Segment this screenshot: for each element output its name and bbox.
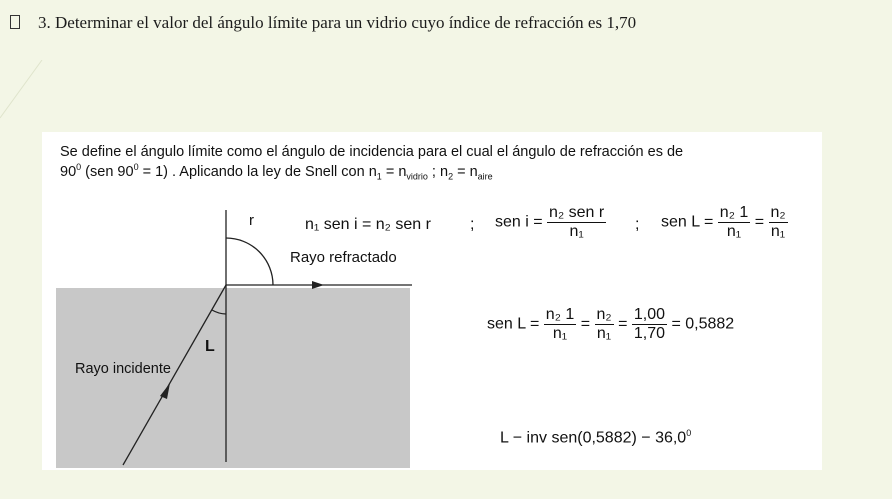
snell-law-equation: n₁ sen i = n₂ sen r <box>305 216 431 233</box>
refracted-ray-arrowhead <box>312 281 324 289</box>
definition-line-1: Se define el ángulo límite como el ángulo de incidencia para el cual el ángulo de refracción es de <box>60 144 684 160</box>
final-result-equation: L − inv $sen(0,5882) - 36,0^0$ <box>500 428 692 447</box>
label-angle-r: r <box>249 212 254 229</box>
separator-2: ; <box>635 216 640 233</box>
label-incident-ray: Rayo incidente <box>75 361 171 377</box>
definition-line-2: $90^0$ (sen $90^0 = 1$) . Aplicando la ley de Snell con $n_1 = n_{vidrio}$ ; $n_2 = n_{aire}$ <box>60 162 493 182</box>
separator-1: ; <box>470 216 475 233</box>
bullet-icon <box>10 15 20 29</box>
sen-L-equation: sen L = $\frac{\text{n₂ 1}}{\text{n₁}}$ = $\frac{\text{n₂}}{\text{n₁}}$ <box>661 204 786 240</box>
incident-ray-arrowhead <box>160 383 170 399</box>
label-angle-L: L <box>205 338 215 355</box>
label-refracted-ray: Rayo refractado <box>290 249 397 266</box>
angle-r-arc <box>226 238 273 285</box>
header-text: 3. Determinar el valor del ángulo límite para un vidrio cuyo índice de refracción es 1,70 <box>38 13 637 32</box>
refraction-diagram <box>42 132 822 470</box>
slide-header <box>10 13 890 33</box>
sen-i-equation: sen i = $\frac{\text{n₂ sen r}}{\text{n₁}}$ <box>495 204 605 240</box>
content-panel <box>42 132 822 470</box>
sen-L-calculation: sen L = $\frac{\text{n₂ 1}}{\text{n₁}}$ = $\frac{\text{n₂}}{\text{n₁}}$ = $\frac{1,00}{1,70}$ = 0,5882 <box>487 306 735 342</box>
decorative-corner-line <box>0 60 60 120</box>
angle-L-arc <box>212 310 226 314</box>
